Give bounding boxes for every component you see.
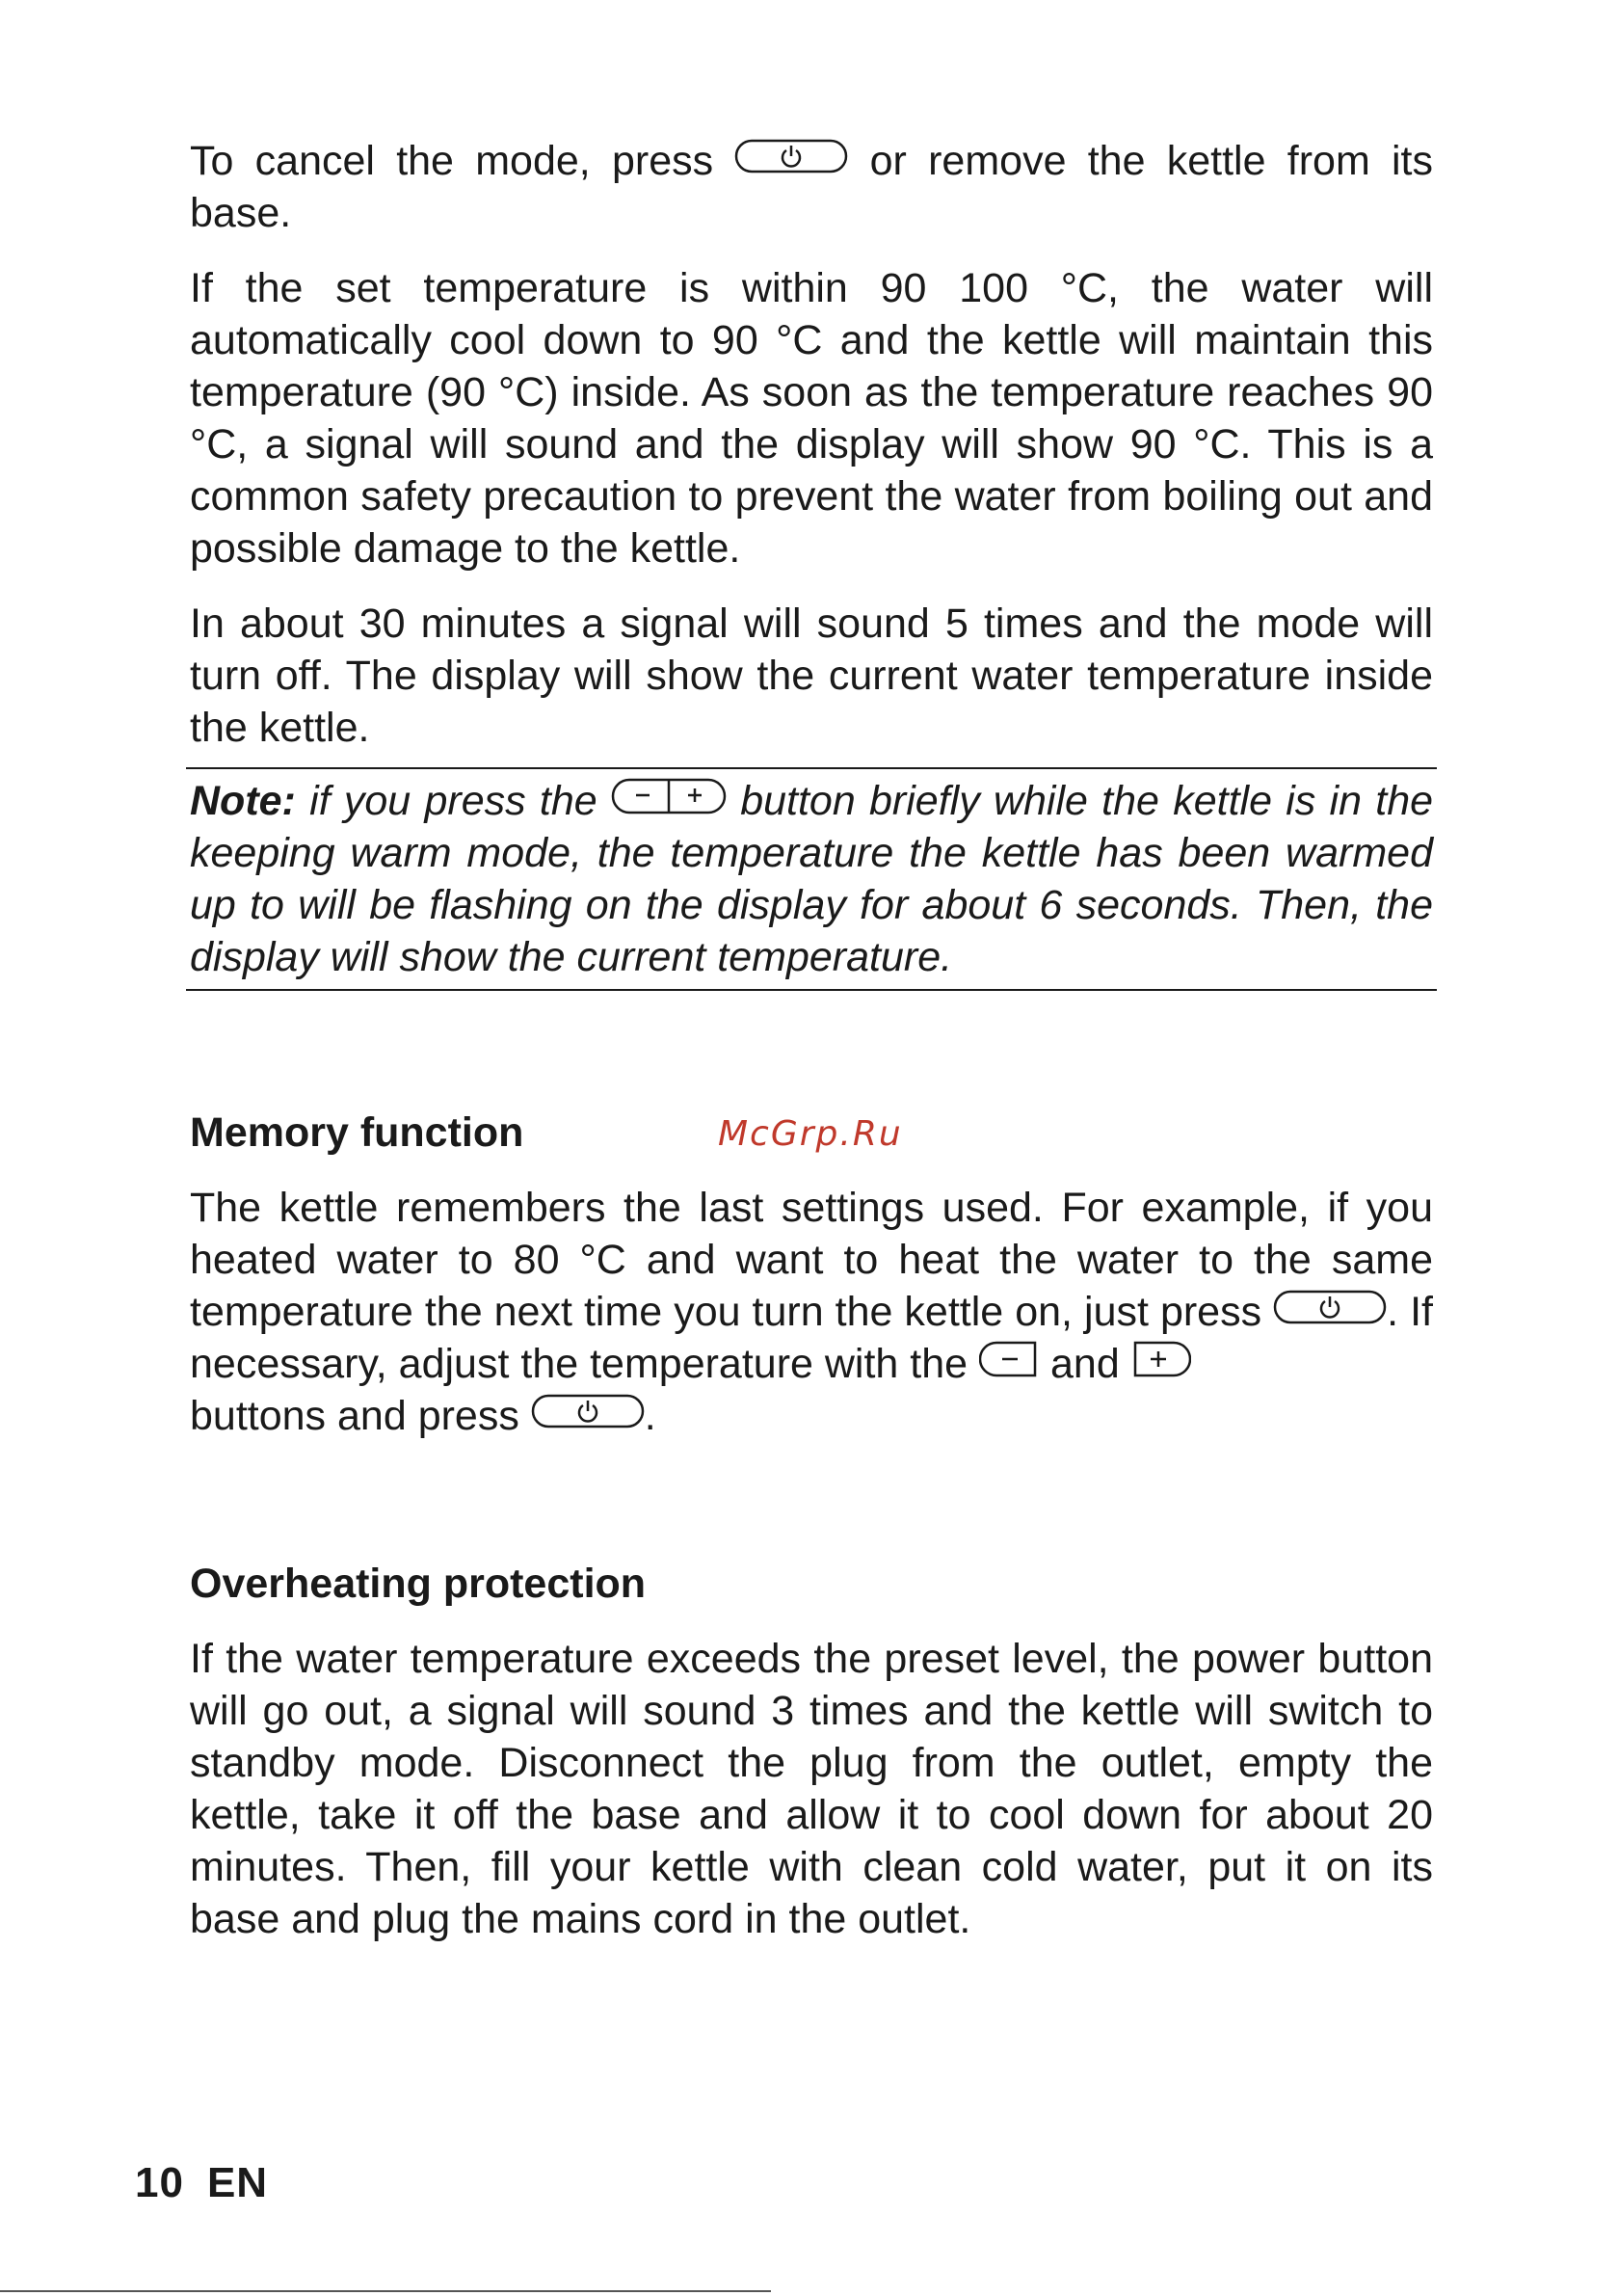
memory-text-c: and bbox=[1049, 1341, 1120, 1387]
language-code: EN bbox=[206, 2159, 269, 2206]
note-text-start: if you press the bbox=[309, 778, 597, 824]
memory-text-d: buttons and press bbox=[190, 1393, 519, 1439]
cancel-text-end: or remove the kettle from its base. bbox=[190, 138, 1434, 236]
power-button-icon bbox=[531, 1394, 645, 1428]
page-number: 10 bbox=[135, 2159, 184, 2206]
cooling-paragraph: If the set temperature is within 90 100 °C, the water will automatically cool down to 90 °C and the kettle will maintain this temperature (90 °C) inside. As soon as the temperature reaches 90 °C, a signal will sound and the display will show 90 °C. This is a common safety precaution to prevent the water from boiling out and possible damage to the kettle. bbox=[190, 265, 1433, 572]
plus-button-icon bbox=[1131, 1340, 1191, 1378]
note-label: Note: bbox=[190, 778, 296, 824]
page-footer bbox=[135, 2159, 268, 2207]
minus-button-icon bbox=[979, 1340, 1039, 1378]
overheating-heading: Overheating protection bbox=[190, 1561, 647, 1607]
minus-plus-button-icon bbox=[611, 778, 727, 814]
memory-heading: Memory function bbox=[190, 1109, 524, 1156]
watermark: McGrp.Ru bbox=[718, 1114, 903, 1154]
timeout-paragraph: In about 30 minutes a signal will sound 5 times and the mode will turn off. The display will show the current water temperature inside the kettle. bbox=[190, 601, 1433, 751]
power-button-icon bbox=[1273, 1290, 1387, 1324]
document-page bbox=[190, 135, 1433, 1945]
power-button-icon bbox=[734, 139, 848, 174]
note-text-end: button briefly while the kettle is in the keeping warm mode, the temperature the kettle has been warmed up to will be flashing on the display for about 6 seconds. Then, the display will show the current temperature. bbox=[190, 778, 1434, 980]
cancel-text-start: To cancel the mode, press bbox=[190, 138, 714, 184]
note-paragraph bbox=[190, 775, 1433, 983]
memory-paragraph bbox=[190, 1182, 1433, 1442]
memory-text-e: . bbox=[644, 1393, 656, 1439]
note-box bbox=[186, 767, 1437, 991]
bottom-rule bbox=[0, 2290, 771, 2292]
cancel-paragraph bbox=[190, 135, 1433, 239]
memory-text-a: The kettle remembers the last settings used. For example, if you heated water to 80 °C and want to heat the water to the same temperature the next time you turn the kettle on, just press bbox=[190, 1185, 1433, 1335]
memory-text-b: . If necessary, adjust the temperature with the bbox=[190, 1289, 1433, 1387]
memory-heading-row bbox=[190, 1107, 1433, 1159]
overheating-paragraph: If the water temperature exceeds the preset level, the power button will go out, a signal will sound 3 times and the kettle will switch to standby mode. Disconnect the plug from the outlet, empty the kettle, take it off the base and allow it to cool down for about 20 minutes. Then, fill your kettle with clean cold water, put it on its base and plug the mains cord in the outlet. bbox=[190, 1636, 1433, 1942]
